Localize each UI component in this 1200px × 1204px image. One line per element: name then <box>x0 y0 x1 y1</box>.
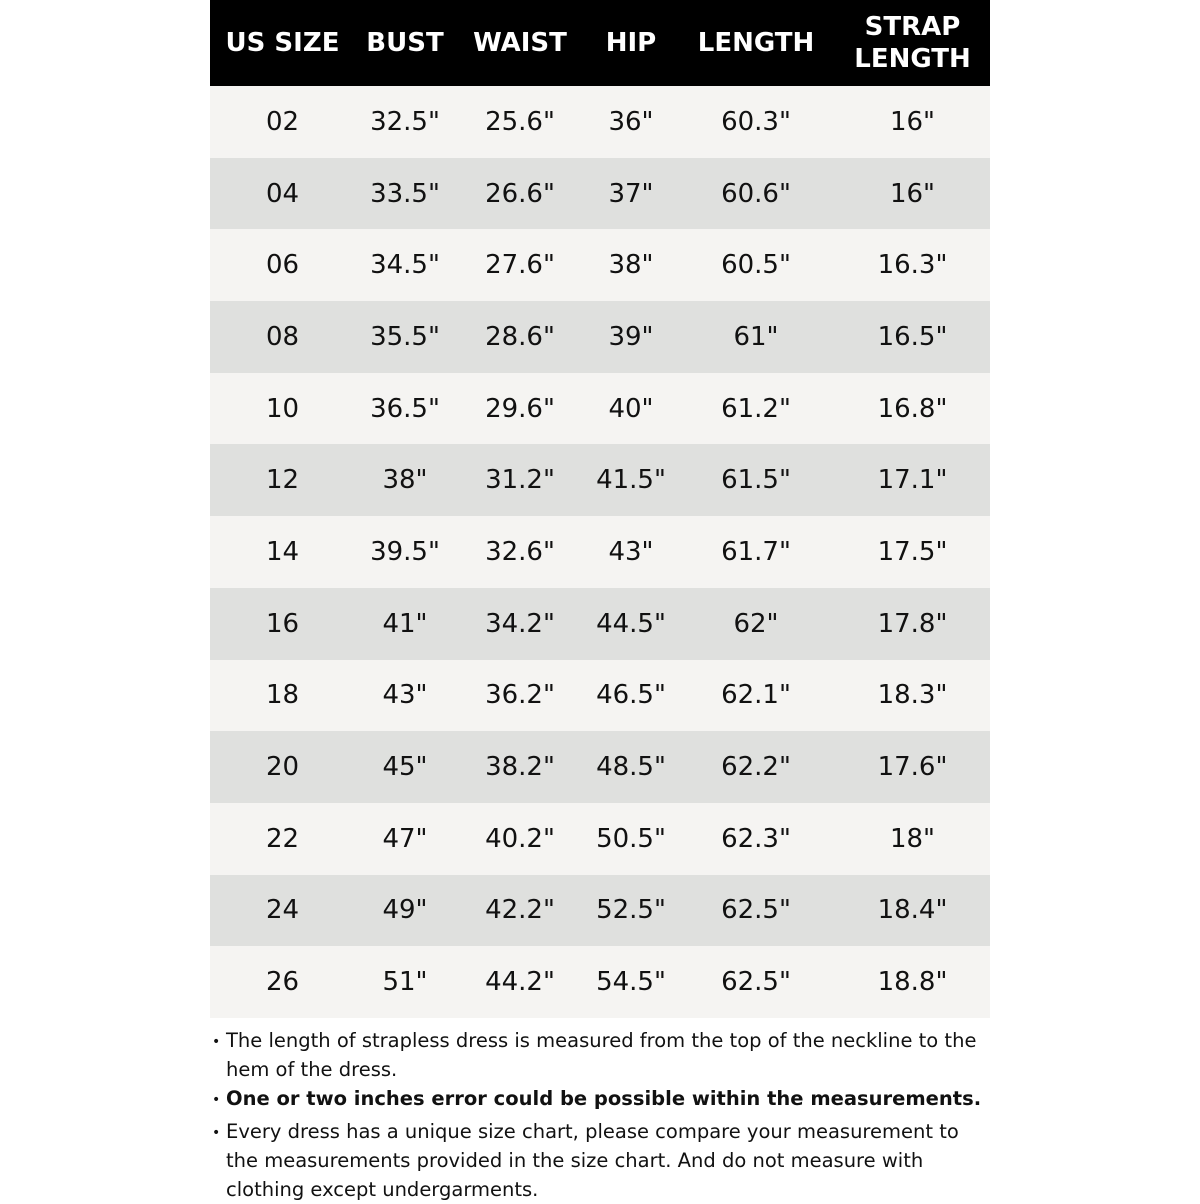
length-cell: 62" <box>733 608 779 639</box>
size-cell: 02 <box>265 106 300 137</box>
bullet-icon: • <box>212 1125 221 1141</box>
size-cell: 20 <box>265 752 300 783</box>
hip-cell: 54.5" <box>596 967 666 998</box>
length-cell: 61" <box>733 321 779 352</box>
waist-cell: 44.2" <box>485 967 555 998</box>
table-row <box>210 803 990 875</box>
hip-cell: 48.5" <box>596 752 666 783</box>
strap-length-cell: 17.8" <box>877 608 948 639</box>
strap-length-cell: 16" <box>889 178 936 209</box>
bust-cell: 51" <box>382 967 428 998</box>
length-cell: 62.5" <box>721 895 791 926</box>
size-cell: 08 <box>265 321 300 352</box>
table-row <box>210 444 990 516</box>
length-cell: 60.5" <box>721 250 791 281</box>
size-cell: 22 <box>265 823 300 854</box>
waist-cell: 26.6" <box>485 178 555 209</box>
table-row <box>210 731 990 803</box>
note-item <box>212 1026 990 1084</box>
bust-cell: 34.5" <box>370 250 440 281</box>
bullet-icon: • <box>212 1034 221 1050</box>
size-cell: 06 <box>265 250 300 281</box>
table-row <box>210 875 990 947</box>
table-row <box>210 301 990 373</box>
bust-cell: 43" <box>382 680 428 711</box>
bust-cell: 49" <box>382 895 428 926</box>
column-header-strap-length: STRAP LENGTH <box>854 12 971 74</box>
size-chart-table <box>210 0 990 1018</box>
length-cell: 62.1" <box>721 680 791 711</box>
hip-cell: 46.5" <box>596 680 666 711</box>
strap-length-cell: 16.5" <box>877 321 948 352</box>
bust-cell: 35.5" <box>370 321 440 352</box>
note-item <box>212 1117 990 1204</box>
length-cell: 62.3" <box>721 823 791 854</box>
strap-length-cell: 17.5" <box>877 536 948 567</box>
waist-cell: 38.2" <box>485 752 555 783</box>
table-row <box>210 229 990 301</box>
waist-cell: 42.2" <box>485 895 555 926</box>
waist-cell: 40.2" <box>485 823 555 854</box>
size-cell: 14 <box>265 536 300 567</box>
waist-cell: 32.6" <box>485 536 555 567</box>
hip-cell: 52.5" <box>596 895 666 926</box>
table-row <box>210 946 990 1018</box>
length-cell: 61.7" <box>721 536 791 567</box>
table-header-row <box>210 0 990 86</box>
bust-cell: 45" <box>382 752 428 783</box>
strap-length-cell: 17.6" <box>877 752 948 783</box>
size-cell: 18 <box>265 680 300 711</box>
table-row <box>210 86 990 158</box>
waist-cell: 28.6" <box>485 321 555 352</box>
size-cell: 16 <box>265 608 300 639</box>
strap-length-cell: 16.3" <box>877 250 948 281</box>
hip-cell: 40" <box>608 393 654 424</box>
size-cell: 12 <box>265 465 300 496</box>
bust-cell: 39.5" <box>370 536 440 567</box>
strap-length-cell: 18" <box>889 823 936 854</box>
table-row <box>210 373 990 445</box>
table-row <box>210 158 990 230</box>
strap-length-cell: 17.1" <box>877 465 948 496</box>
waist-cell: 25.6" <box>485 106 555 137</box>
measurement-notes <box>212 1026 990 1204</box>
column-header-hip: HIP <box>605 28 657 58</box>
strap-length-cell: 18.3" <box>877 680 948 711</box>
size-cell: 24 <box>265 895 300 926</box>
note-text: Every dress has a unique size chart, please compare your measurement to the measurements provided in the size chart. And do not measure with clothing except undergarments. <box>226 1120 959 1201</box>
size-cell: 26 <box>265 967 300 998</box>
strap-length-cell: 16.8" <box>877 393 948 424</box>
hip-cell: 38" <box>608 250 654 281</box>
bust-cell: 47" <box>382 823 428 854</box>
waist-cell: 36.2" <box>485 680 555 711</box>
length-cell: 60.3" <box>721 106 791 137</box>
bust-cell: 36.5" <box>370 393 440 424</box>
hip-cell: 36" <box>608 106 654 137</box>
table-row <box>210 588 990 660</box>
hip-cell: 50.5" <box>596 823 666 854</box>
bust-cell: 41" <box>382 608 428 639</box>
note-text: One or two inches error could be possible within the measurements. <box>226 1087 982 1110</box>
hip-cell: 37" <box>608 178 654 209</box>
length-cell: 62.2" <box>721 752 791 783</box>
hip-cell: 44.5" <box>596 608 666 639</box>
hip-cell: 39" <box>608 321 654 352</box>
waist-cell: 27.6" <box>485 250 555 281</box>
waist-cell: 31.2" <box>485 465 555 496</box>
column-header-waist: WAIST <box>473 28 567 58</box>
note-text: The length of strapless dress is measured from the top of the neckline to the hem of the dress. <box>226 1029 977 1081</box>
strap-length-cell: 18.8" <box>877 967 948 998</box>
waist-cell: 34.2" <box>485 608 555 639</box>
strap-length-cell: 18.4" <box>877 895 948 926</box>
hip-cell: 43" <box>608 536 654 567</box>
bust-cell: 38" <box>382 465 428 496</box>
bullet-icon: • <box>212 1092 221 1108</box>
note-item <box>212 1084 990 1117</box>
length-cell: 61.2" <box>721 393 791 424</box>
size-cell: 10 <box>265 393 300 424</box>
size-cell: 04 <box>265 178 300 209</box>
column-header-bust: BUST <box>366 28 444 58</box>
table-row <box>210 516 990 588</box>
length-cell: 60.6" <box>721 178 791 209</box>
length-cell: 62.5" <box>721 967 791 998</box>
column-header-length: LENGTH <box>697 28 815 58</box>
strap-length-cell: 16" <box>889 106 936 137</box>
hip-cell: 41.5" <box>596 465 666 496</box>
bust-cell: 33.5" <box>370 178 440 209</box>
bust-cell: 32.5" <box>370 106 440 137</box>
waist-cell: 29.6" <box>485 393 555 424</box>
table-row <box>210 660 990 732</box>
length-cell: 61.5" <box>721 465 791 496</box>
column-header-us-size: US SIZE <box>225 28 340 58</box>
